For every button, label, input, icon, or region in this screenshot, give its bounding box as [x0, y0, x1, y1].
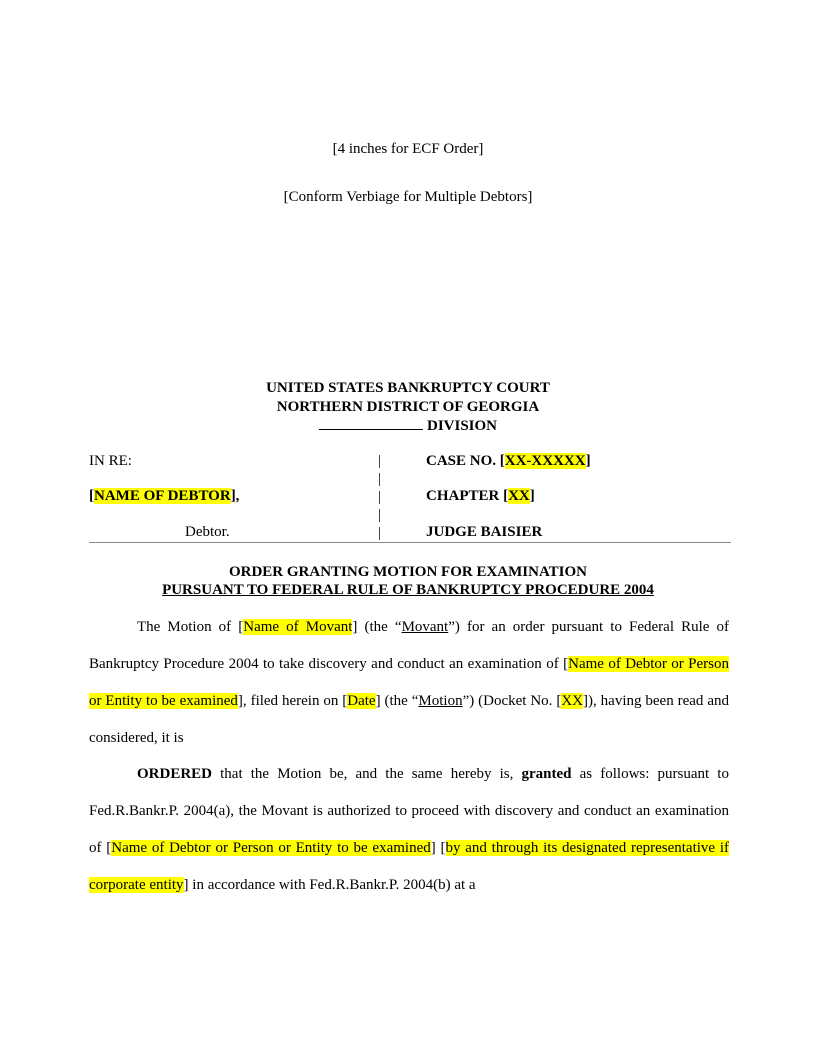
movant-name-placeholder: Name of Movant [243, 619, 353, 635]
in-re-label: IN RE: [89, 453, 132, 469]
movant-definition: Movant [401, 619, 449, 635]
division-blank [319, 416, 423, 430]
motion-definition: Motion [418, 693, 463, 709]
ordered-paragraph: ORDERED that the Motion be, and the same hereby is, granted as follows: pursuant to Fed.R.Bankr.P. 2004(a), the Movant is authorized to proceed with discovery and conduct an examination of [Name of Debtor or Person or Entity to be examined] [by and through its designated representative if corporate entity] in accordance with Fed.R.Bankr.P. 2004(b) at a [89, 766, 730, 893]
order-title-line1: ORDER GRANTING MOTION FOR EXAMINATION [228, 564, 588, 580]
examinee-placeholder: Name of Debtor or Person or Entity to be examined [111, 840, 431, 856]
court-name: UNITED STATES BANKRUPTCY COURT [266, 380, 550, 396]
examinee-placeholder: Name of Debtor or Person or Entity to be examined [89, 656, 730, 709]
ordered-keyword: ORDERED [137, 766, 213, 782]
case-caption [89, 453, 731, 543]
order-title [0, 563, 816, 599]
ecf-note: [4 inches for ECF Order] [332, 141, 484, 157]
case-number: CASE NO. [XX-XXXXX] [426, 453, 591, 469]
judge-name: JUDGE BAISIER [426, 524, 543, 540]
date-placeholder: Date [347, 693, 376, 709]
debtor-label: Debtor. [185, 524, 230, 540]
caption-separator: | [378, 525, 382, 541]
caption-separator: | [378, 453, 382, 469]
order-title-line2: PURSUANT TO FEDERAL RULE OF BANKRUPTCY PROCEDURE 2004 [162, 582, 654, 598]
court-division [0, 416, 816, 436]
chapter: CHAPTER [XX] [426, 488, 535, 504]
debtor-name: [NAME OF DEBTOR], [89, 488, 240, 504]
court-heading [0, 379, 816, 436]
motion-paragraph: The Motion of [Name of Movant] (the “Movant”) for an order pursuant to Federal Rule of Bankruptcy Procedure 2004 to take discovery and conduct an examination of [Name of Debtor or Person or Entity to be examined], filed herein on [Date] (the “Motion”) (Docket No. [XX]), having been read and considered, it is [89, 619, 730, 746]
division-label: DIVISION [426, 418, 498, 434]
conform-note: [Conform Verbiage for Multiple Debtors] [283, 189, 533, 205]
caption-separator: | [378, 471, 382, 487]
court-district: NORTHERN DISTRICT OF GEORGIA [276, 398, 540, 415]
docket-placeholder: XX [561, 693, 584, 709]
caption-separator: | [378, 507, 382, 523]
granted-keyword: granted [521, 766, 572, 782]
caption-separator: | [378, 489, 382, 505]
representative-placeholder: by and through its designated representative if corporate entity [89, 840, 730, 893]
